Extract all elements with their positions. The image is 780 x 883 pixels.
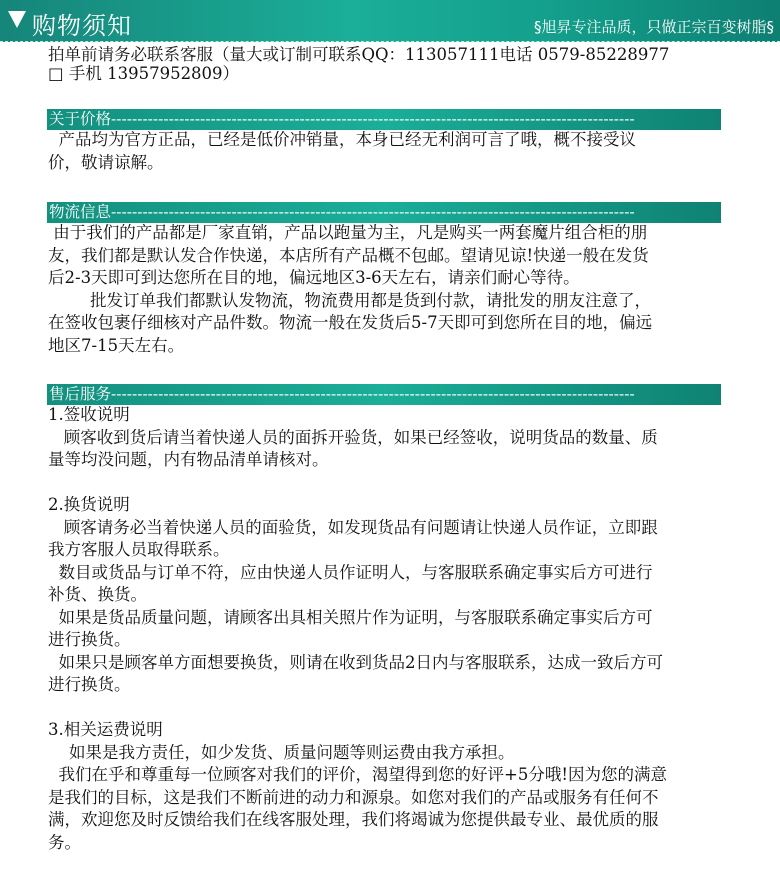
section-header-logistics bbox=[47, 202, 721, 223]
section-header-aftersale bbox=[47, 384, 721, 405]
dash-divider: ---------------------------------------------------------------------------------------------------- bbox=[111, 203, 635, 221]
text-line: 如果是我方责任，如少发货、质量问题等则运费由我方承担。 bbox=[48, 742, 515, 762]
text-line: 批发订单我们都默认发物流，物流费用都是货到付款，请批发的朋友注意了， bbox=[48, 290, 651, 310]
text-line: 在签收包裹仔细核对产品件数。物流一般在发货后5-7天即可到您所在目的地，偏远 bbox=[48, 313, 653, 332]
text-line bbox=[48, 472, 748, 495]
contact-line: □ 手机 13957952809） bbox=[48, 64, 240, 83]
text-line: 价，敬请谅解。 bbox=[48, 152, 164, 172]
text-line: 我们在乎和尊重每一位顾客对我们的评价，渴望得到您的好评+5分哦!因为您的满意 bbox=[48, 765, 667, 784]
text-line: 进行换货。 bbox=[48, 675, 131, 694]
section-body-price bbox=[48, 129, 748, 174]
text-line: 数目或货品与订单不符，应由快递人员作证明人，与客服联系确定事实后方可进行 bbox=[48, 562, 653, 582]
brand-slogan: §旭昇专注品质，只做正宗百变树脂§ bbox=[533, 18, 774, 36]
section-header-price bbox=[47, 109, 721, 130]
section-body-aftersale bbox=[48, 404, 748, 854]
text-line: 产品均为官方正品，已经是低价冲销量，本身已经无利润可言了哦，概不接受议 bbox=[48, 130, 636, 149]
section-body-logistics bbox=[48, 222, 748, 357]
text-line: 由于我们的产品都是厂家直销，产品以跑量为主，凡是购买一两套魔片组合柜的朋 bbox=[48, 223, 648, 242]
triangle-down-icon bbox=[8, 11, 26, 28]
text-line: 地区7-15天左右。 bbox=[48, 335, 185, 355]
text-line bbox=[48, 697, 748, 720]
text-line: 后2-3天即可到达您所在目的地，偏远地区3-6天左右，请亲们耐心等待。 bbox=[48, 268, 580, 287]
dash-divider: ---------------------------------------------------------------------------------------------------- bbox=[111, 110, 635, 128]
section-title: 关于价格 bbox=[49, 110, 112, 128]
text-line: 3.相关运费说明 bbox=[48, 720, 163, 739]
text-line: 量等均没问题，内有物品清单请核对。 bbox=[48, 450, 329, 469]
text-line: 2.换货说明 bbox=[48, 495, 130, 514]
text-line: 友，我们都是默认发合作快递，本店所有产品概不包邮。望请见谅!快递一般在发货 bbox=[48, 245, 649, 265]
text-line: 补货、换货。 bbox=[48, 585, 147, 604]
text-line: 顾客请务必当着快递人员的面验货，如发现货品有问题请让快递人员作证，立即跟 bbox=[48, 517, 658, 537]
contact-line: 拍单前请务必联系客服（量大或订制可联系QQ：113057111电话 0579-85228977 bbox=[48, 45, 670, 64]
text-line: 如果是货品质量问题，请顾客出具相关照片作为证明，与客服联系确定事实后方可 bbox=[48, 607, 653, 627]
page-title: 购物须知 bbox=[32, 12, 132, 40]
text-line: 是我们的目标，这是我们不断前进的动力和源泉。如您对我们的产品或服务有任何不 bbox=[48, 787, 659, 807]
text-line: 进行换货。 bbox=[48, 630, 131, 649]
header-banner bbox=[0, 0, 780, 42]
text-line: 满，欢迎您及时反馈给我们在线客服处理，我们将竭诚为您提供最专业、最优质的服 bbox=[48, 810, 659, 829]
text-line: 我方客服人员取得联系。 bbox=[48, 540, 230, 559]
text-line: 顾客收到货后请当着快递人员的面拆开验货，如果已经签收，说明货品的数量、质 bbox=[48, 427, 658, 447]
text-line: 务。 bbox=[48, 832, 81, 852]
section-title: 售后服务 bbox=[49, 385, 112, 403]
contact-info bbox=[48, 45, 669, 83]
dash-divider: ---------------------------------------------------------------------------------------------------- bbox=[111, 385, 635, 403]
text-line: 1.签收说明 bbox=[48, 405, 130, 424]
text-line: 如果只是顾客单方面想要换货，则请在收到货品2日内与客服联系，达成一致后方可 bbox=[48, 652, 663, 672]
section-title: 物流信息 bbox=[49, 203, 112, 221]
